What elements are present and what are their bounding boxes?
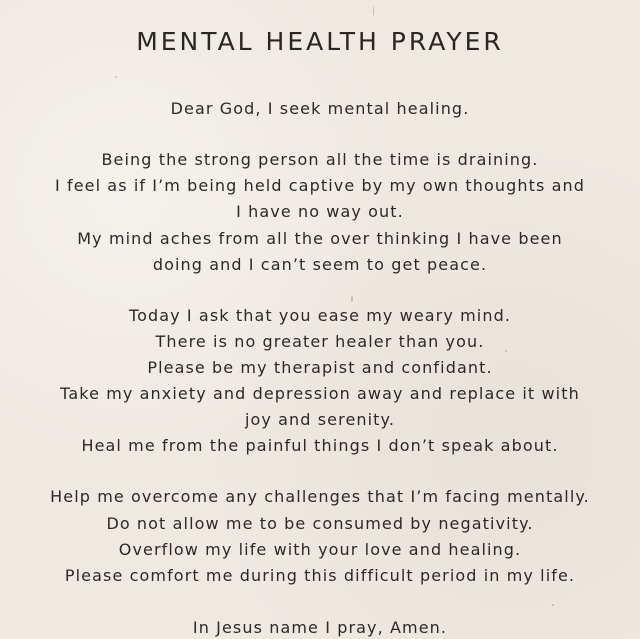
paper-speck: [115, 76, 117, 78]
prayer-line: Please comfort me during this difficult period in my life.: [64, 566, 576, 585]
prayer-line: My mind aches from all the over thinking I have been: [77, 229, 563, 248]
page-title: MENTAL HEALTH PRAYER: [136, 27, 504, 56]
prayer-line: Take my anxiety and depression away and replace it with: [60, 384, 580, 403]
prayer-line: Heal me from the painful things I don’t speak about.: [81, 436, 559, 455]
paper-speck: [351, 296, 353, 302]
paper-speck: [552, 604, 554, 606]
prayer-line: Please be my therapist and confidant.: [147, 358, 493, 377]
prayer-line: Help me overcome any challenges that I’m facing mentally.: [50, 487, 590, 506]
paper-speck: [373, 6, 374, 16]
closing-line: In Jesus name I pray, Amen.: [192, 618, 448, 637]
prayer-line: Dear God, I seek mental healing.: [170, 99, 470, 118]
prayer-line: Today I ask that you ease my weary mind.: [128, 306, 512, 325]
prayer-line: I have no way out.: [236, 202, 404, 221]
prayer-line: doing and I can’t seem to get peace.: [152, 255, 488, 274]
prayer-line: Being the strong person all the time is draining.: [101, 150, 539, 169]
prayer-line: I feel as if I’m being held captive by my own thoughts and: [54, 176, 586, 195]
prayer-line: joy and serenity.: [244, 410, 396, 429]
prayer-line: Overflow my life with your love and healing.: [118, 540, 522, 559]
prayer-line: There is no greater healer than you.: [155, 332, 485, 351]
prayer-line: Do not allow me to be consumed by negativity.: [106, 514, 534, 533]
